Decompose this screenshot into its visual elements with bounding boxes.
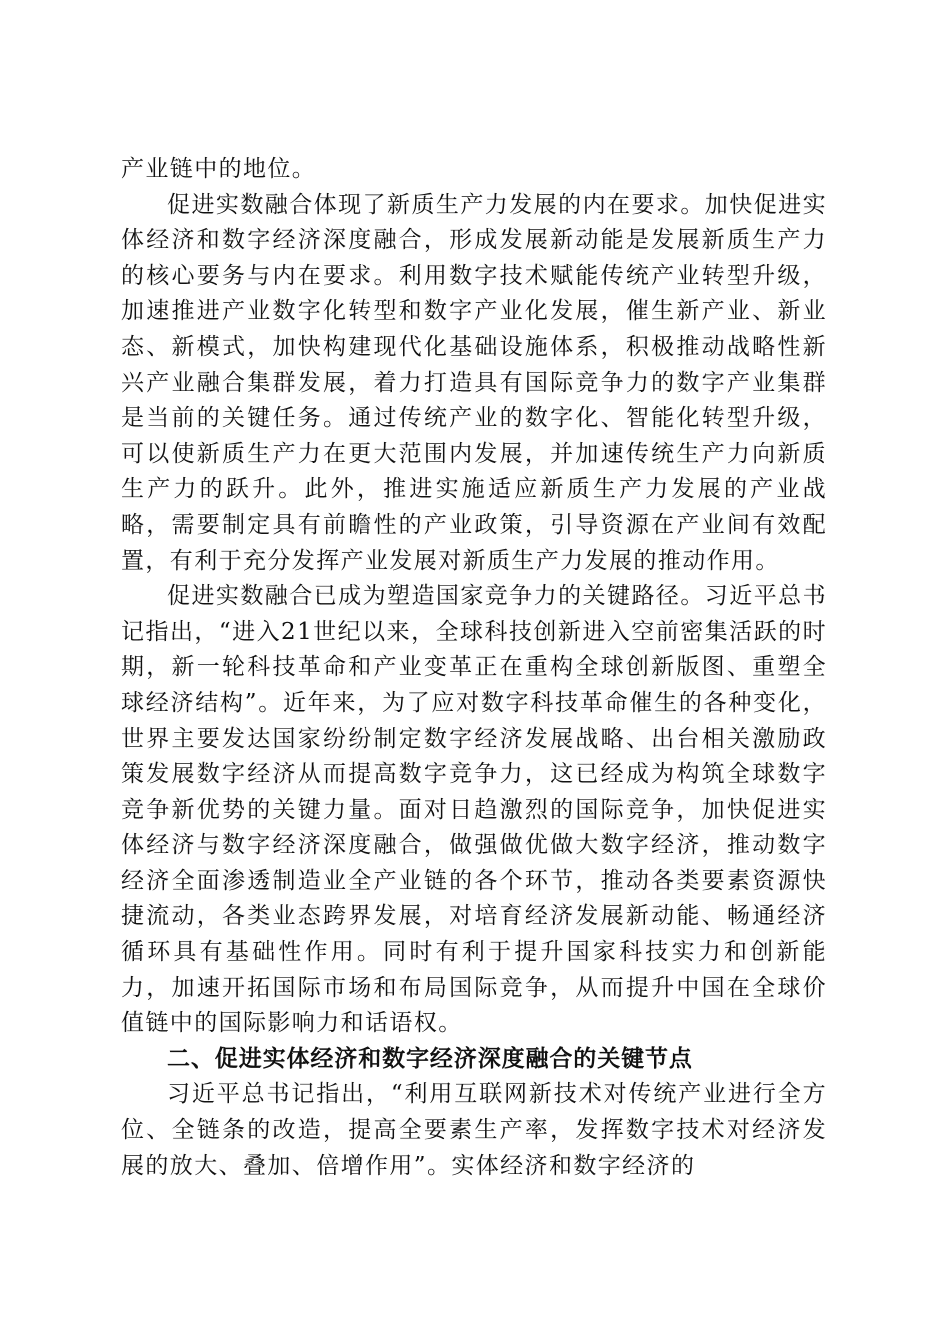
- paragraph-national-competitiveness: 促进实数融合已成为塑造国家竞争力的关键路径。习近平总书记指出，“进入21世纪以来，全球科技创新进入空前密集活跃的时期，新一轮科技革命和产业变革正在重构全球创新版图、重塑全球经济结构”。近年来，为了应对数字科技革命催生的各种变化，世界主要发达国家纷纷制定数字经济发展战略、出台相关激励政策发展数字经济从而提高数字竞争力，这已经成为构筑全球数字竞争新优势的关键力量。面对日趋激烈的国际竞争，加快促进实体经济与数字经济深度融合，做强做优做大数字经济，推动数字经济全面渗透制造业全产业链的各个环节，推动各类要素资源快捷流动，各类业态跨界发展，对培育经济发展新动能、畅通经济循环具有基础性作用。同时有利于提升国家科技实力和创新能力，加速开拓国际市场和布局国际竞争，从而提升中国在全球价值链中的国际影响力和话语权。: [121, 583, 827, 1037]
- paragraph-continuation: 产业链中的地位。: [121, 156, 317, 182]
- document-body: [121, 152, 827, 1184]
- paragraph-key-nodes: 习近平总书记指出，“利用互联网新技术对传统产业进行全方位、全链条的改造，提高全要素生产率，发挥数字技术对经济发展的放大、叠加、倍增作用”。实体经济和数字经济的: [121, 1081, 827, 1179]
- paragraph-new-productivity: 促进实数融合体现了新质生产力发展的内在要求。加快促进实体经济和数字经济深度融合，形成发展新动能是发展新质生产力的核心要务与内在要求。利用数字技术赋能传统产业转型升级，加速推进产业数字化转型和数字产业化发展，催生新产业、新业态、新模式，加快构建现代化基础设施体系，积极推动战略性新兴产业融合集群发展，着力打造具有国际竞争力的数字产业集群是当前的关键任务。通过传统产业的数字化、智能化转型升级，可以使新质生产力在更大范围内发展，并加速传统生产力向新质生产力的跃升。此外，推进实施适应新质生产力发展的产业战略，需要制定具有前瞻性的产业政策，引导资源在产业间有效配置，有利于充分发挥产业发展对新质生产力发展的推动作用。: [121, 191, 827, 574]
- section-heading: 二、促进实体经济和数字经济深度融合的关键节点: [167, 1045, 693, 1072]
